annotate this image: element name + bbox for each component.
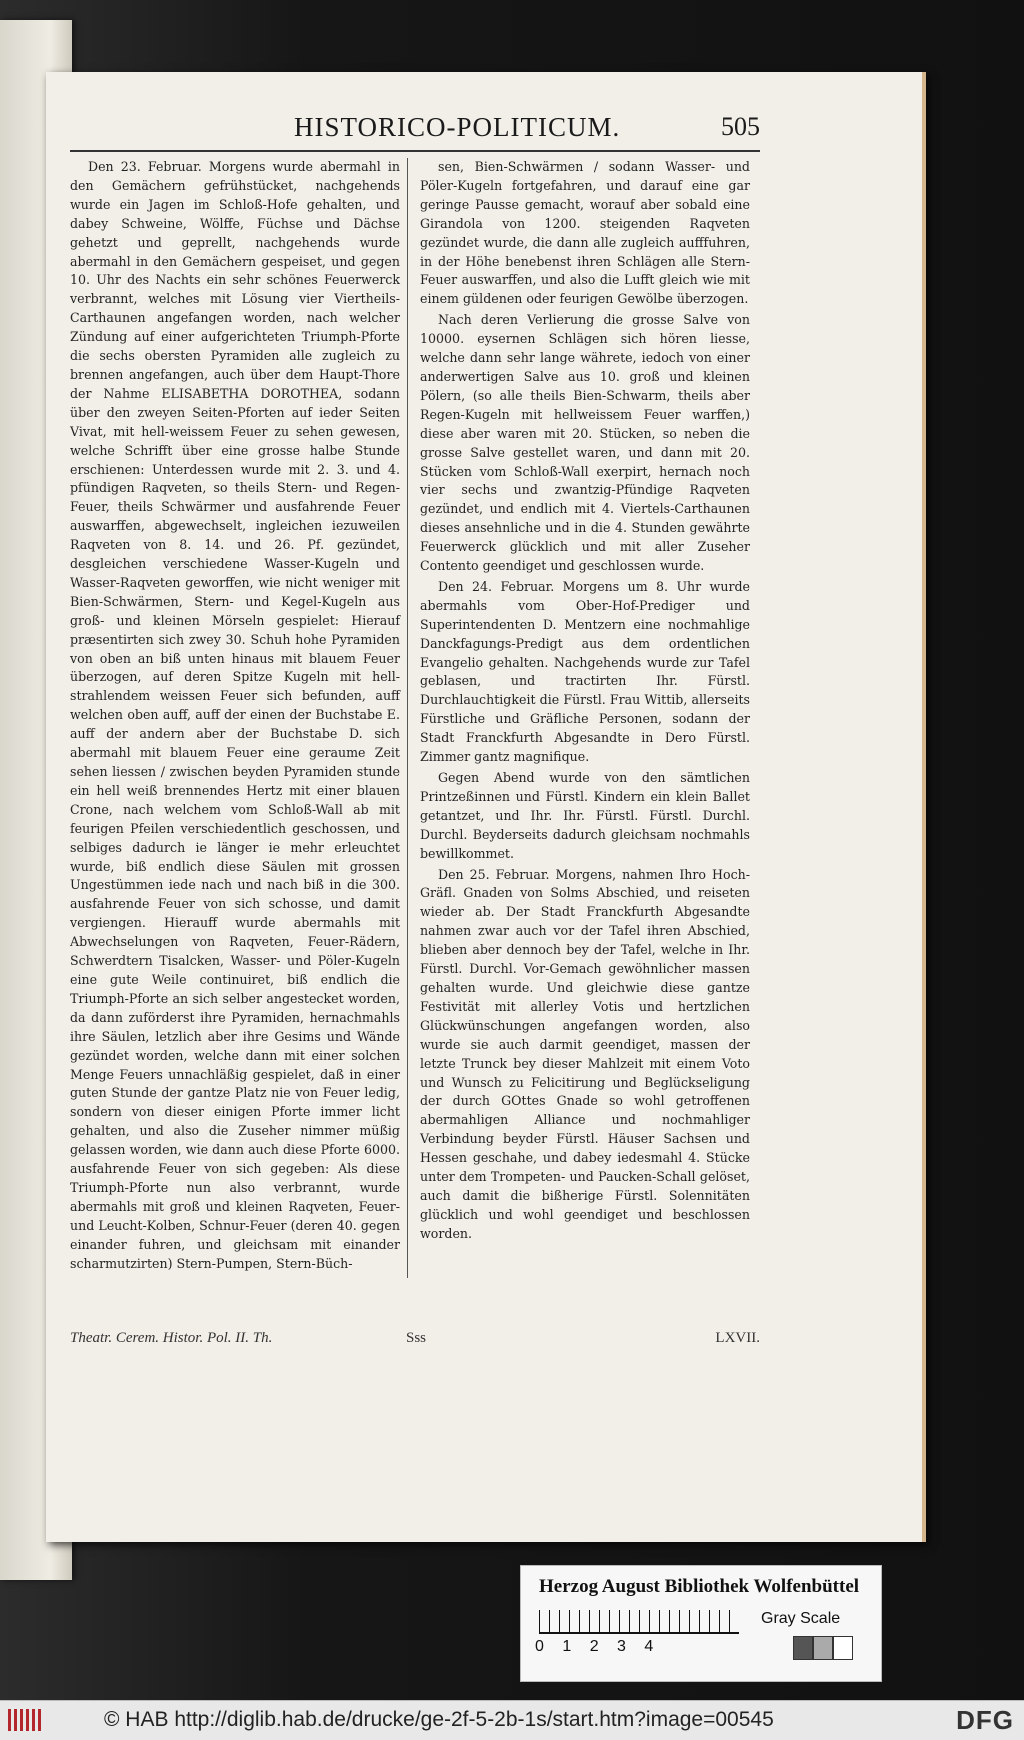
text-column-left <box>70 158 400 1275</box>
copyright-url[interactable]: © HAB http://diglib.hab.de/drucke/ge-2f-5-2b-1s/start.htm?image=00545 <box>104 1708 774 1731</box>
footer-catchword: LXVII. <box>715 1330 760 1346</box>
measurement-ruler <box>539 1610 739 1634</box>
paragraph: Gegen Abend wurde von den sämtlichen Printzeßinnen und Fürstl. Kindern ein klein Ballet getantzet, und Ihr. Ihr. Fürstl. Fürstl. Durchl. Durchl. Beyderseits dadurch gleichsam nochmahls bewillkommet. <box>420 770 750 861</box>
paragraph: sen, Bien-Schwärmen / sodann Wasser- und Pöler-Kugeln fortgefahren, und darauf eine gar geringe Pausse gemacht, worauf aber sobald eine Girandola von 1200. steigenden Raqveten gezündet wurde, die dann alle zugleich aufffuhren, in der Höhe benebenst ihren Schlägen alle Stern-Feuer auswarffen, und also die Lufft gleich wie mit einem güldenen oder feurigen Gewölbe überzogen. <box>420 159 750 307</box>
paragraph: Nach deren Verlierung die grosse Salve von 10000. eysernen Schlägen sich hören liesse, welche dann sehr lange währete, iedoch von einer anderwertigen Salve aus 10. groß und kleinen Pölern, (so alle theils Bien-Schwarm, theils aber Regen-Kugeln mit hellweissem Feuer warffen,) diese aber waren mit 20. Stücken, so neben die grosse Salve gestellet waren, und dann mit 20. Stücken vom Schloß-Wall exerpirt, hernach noch vier sechs und zwantzig-Pfündige Raqveten gezündet, und endlich mit 4. Viertels-Carthaunen dieses ansehnliche und in die 4. Stunden gewährte Feuerwerck glücklich und mit aller Zuseher Contento geendiget und geschlossen wurde. <box>420 312 750 574</box>
hab-logo-icon <box>8 1709 44 1731</box>
gray-scale-label: Gray Scale <box>761 1610 841 1627</box>
footer-signature-mark: Sss <box>406 1330 427 1346</box>
running-head <box>70 112 760 152</box>
paragraph: Den 24. Februar. Morgens um 8. Uhr wurde abermahls vom Ober-Hof-Prediger und Superintendenten D. Mentzern eine nochmahlige Danckfagungs-Predigt aus dem ordentlichen Evangelio gehalten. Nachgehends wurde zur Tafel geblasen, und tractirten Ihr. Fürstl. Durchlauchtigkeit die Fürstl. Frau Wittib, allerseits Fürstliche und Gräfliche Personen, sodann der Stadt Franckfurth Abgesandte in Dero Fürstl. Zimmer gantz magnifique. <box>420 578 750 765</box>
gray-swatch <box>833 1636 853 1660</box>
gray-swatch <box>793 1636 813 1660</box>
gray-swatches <box>793 1636 853 1660</box>
library-name: Herzog August Bibliothek Wolfenbüttel <box>539 1576 860 1597</box>
dfg-logo: DFG <box>956 1705 1014 1735</box>
running-head-title: HISTORICO-POLITICUM. <box>294 112 621 142</box>
footer-signature-title: Theatr. Cerem. Histor. Pol. II. Th. <box>70 1330 273 1346</box>
viewer-bottom-bar <box>0 1700 1024 1740</box>
text-column-right <box>420 158 750 1246</box>
paragraph: Den 23. Februar. Morgens wurde abermahl in den Gemächern gefrühstücket, nachgehends wurde ein Jagen im Schloß-Hofe gehalten, und dabey Schweine, Wölffe, Füchse und Dächse gehetzt und geprellt, nachgehends wurde abermahl in den Gemächern gespeiset, und gegen 10. Uhr des Nachts ein sehr schönes Feuerwerck verbrannt, welches mit Lösung vier Viertheils-Carthaunen angefangen worden, nach welcher Zündung auf einer aufgerichteten Triumph-Pforte die sechs obersten Pyramiden alle zugleich zu brennen angefangen, auch über dem Haupt-Thore der Nahme ELISABETHA DOROTHEA, sodann über den zweyen Seiten-Pforten auf ieder Seiten Vivat, mit hell-weissem Feuer zu sehen gewesen, welche Schrifft über eine grosse halbe Stunde erschienen: Unterdessen wurde mit 2. 3. und 4. pfündigen Raqveten, so theils Stern- und Regen-Feuer, theils Schwärmer und ausfahrende Feuer auswarffen, abgewechselt, ingleichen iezuweilen Raqveten von 8. 14. und 26. Pf. gezündet, desgleichen verschiedene Wasser-Kugeln und Wasser-Raqveten geworffen, wie nicht weniger mit Bien-Schwärmen, Stern- und Kegel-Kugeln aus groß- und kleinen Mörseln gespielet: Hierauf præsentirten sich zwey 30. Schuh hohe Pyramiden von oben an biß unten hinaus mit blauem Feuer überzogen, auf deren Spitze Kugeln mit hell-strahlendem weissen Feuer sich befunden, auff welchen oben auff, auff der einen der Buchstabe E. auff der andern aber der Buchstabe D. sich abermahl mit blauem Feuer eine geraume Zeit sehen liessen / zwischen beyden Pyramiden stunde ein hell weiß brennendes Hertz mit einer blauen Crone, nach welchem vom Schloß-Wall ab mit feurigen Pfeilen verschiedentlich geschossen, und selbiges dadurch ie länger ie mehr erleuchtet wurde, biß endlich diese Säulen mit grossen Ungestümmen iede nach und nach biß in die 300. ausfahrende Feuer von sich schosse, und damit vergiengen. Hierauff wurde abermahls mit Abwechselungen von Raqveten, Feuer-Rädern, Schwerdtern Tisalcken, Wasser- und Pöler-Kugeln eine gute Weile continuiret, biß endlich die Triumph-Pforte an sich selber angestecket worden, da dann zuförderst ihre Pyramiden, hernachmahls ihre Säulen, letzlich aber ihre Gesims und Wände gezündet worden, welche dann mit einer solchen Menge Feuers unnachläßig gespielet, daß in einer guten Stunde der gantze Platz nie von Feuer ledig, sondern von dieser einigen Pforte immer licht gehalten, und also die Zuseher nimmer müßig gelassen worden, wie dann auch diese Pforte 6000. ausfahrende Feuer von sich gegeben: Als diese Triumph-Pforte nun also verbrannt, wurde abermahls mit groß und kleinen Raqveten, Feuer- und Leucht-Kolben, Schnur-Feuer (deren 40. gegen einander fuhren, und gleichsam mit einander scharmutzirten) Stern-Pumpen, Stern-Büch- <box>70 159 400 1271</box>
color-scale-card <box>520 1565 882 1682</box>
paragraph: Den 25. Februar. Morgens, nahmen Ihro Hoch-Gräfl. Gnaden von Solms Abschied, und reiseten wieder ab. Der Stadt Franckfurth Abgesandte nahmen zwar auch vor der Tafel ihren Abschied, blieben aber dennoch bey der Tafel, welche in Ihr. Fürstl. Durchl. Vor-Gemach gewöhnlicher massen gehalten wurde. Und gleichwie diese gantze Festivität mit allerley Votis und hertzlichen Glückwünschungen angefangen worden, also wurde sie auch darmit geendiget, massen der letzte Trunck bey dieser Mahlzeit mit einem Voto und Wunsch zu Felicitirung und Beglückseligung der durch GOttes Gnade so wohl getroffenen abermahligen Alliance und nochmahliger Verbindung beyder Fürstl. Häuser Sachsen und Hessen geschahe, und dabey iedesmahl 4. Stücke unter dem Trompeten- und Paucken-Schall gelöset, auch damit die bißherige Fürstl. Solennitäten glücklich und wohl geendiget und beschlossen worden. <box>420 866 750 1241</box>
gray-swatch <box>813 1636 833 1660</box>
ruler-numbers: 0 1 2 3 4 <box>535 1638 654 1655</box>
page-number: 505 <box>721 112 760 141</box>
column-divider <box>407 158 408 1278</box>
page-footer <box>70 1330 760 1352</box>
